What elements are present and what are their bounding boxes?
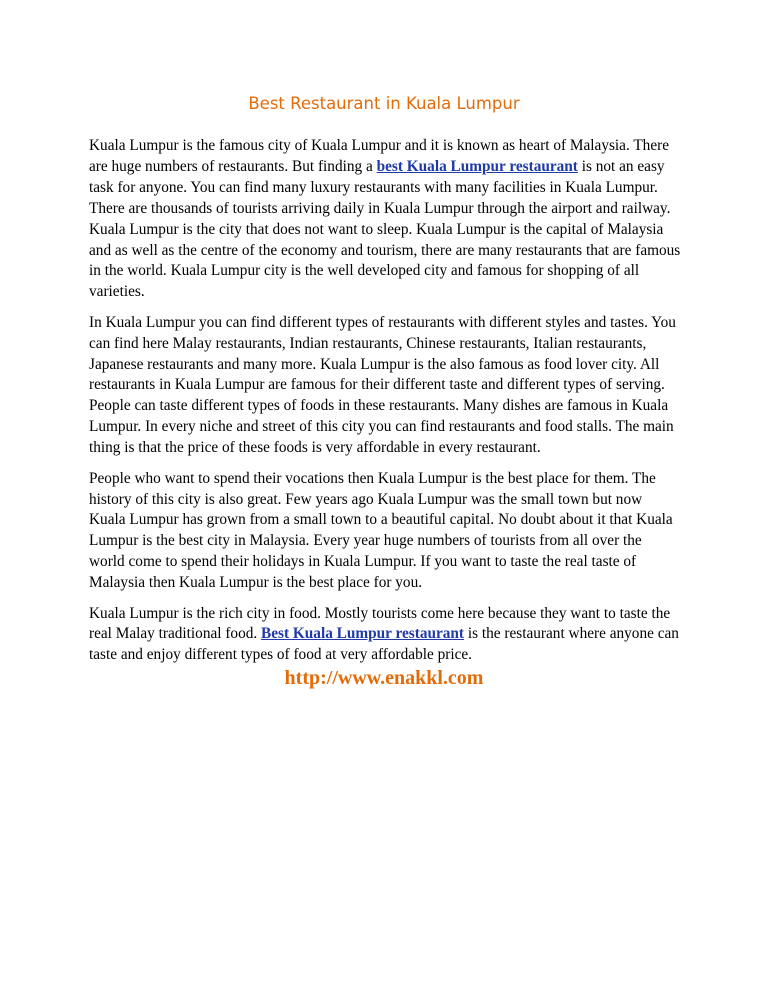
paragraph-3: People who want to spend their vocations then Kuala Lumpur is the best place for them. The history of this city is also great. Few years ago Kuala Lumpur was the small town but now Kuala Lumpur has grown from a small town to a beautiful capital. No doubt about it that Kuala Lumpur is the best city in Malaysia. Every year huge numbers of tourists from all over the world come to spend their holidays in Kuala Lumpur. If you want to taste the real taste of Malaysia then Kuala Lumpur is the best place for you. — [89, 469, 673, 592]
paragraph-4 — [89, 604, 681, 667]
footer-url: http://www.enakkl.com — [284, 667, 484, 689]
paragraph-4-text-after: is the restaurant where anyone can taste and enjoy different types of food at very affordable price. — [89, 625, 679, 664]
paragraph-4-text-before: Kuala Lumpur is the rich city in food. Mostly tourists come here because they want to taste the real Malay traditional food. — [89, 604, 671, 643]
best-restaurant-link-1[interactable]: best Kuala Lumpur restaurant — [376, 157, 578, 175]
paragraph-1-text-before: Kuala Lumpur is the famous city of Kuala Lumpur and it is known as heart of Malaysia. There are huge numbers of restaurants. But finding a — [89, 137, 669, 175]
paragraph-1 — [89, 136, 681, 303]
document-body — [89, 136, 681, 676]
paragraph-2: In Kuala Lumpur you can find different types of restaurants with different styles and tastes. You can find here Malay restaurants, Indian restaurants, Chinese restaurants, Italian restaurants, Japanese restaurants and many more. Kuala Lumpur is the also famous as food lover city. All restaurants in Kuala Lumpur are famous for their different taste and different types of serving. People can taste different types of foods in these restaurants. Many dishes are famous in Kuala Lumpur. In every niche and street of this city you can find restaurants and food stalls. The main thing is that the price of these foods is very affordable in every restaurant. — [89, 313, 676, 457]
best-restaurant-link-2[interactable]: Best Kuala Lumpur restaurant — [261, 625, 465, 643]
paragraph-1-text-after: is not an easy task for anyone. You can find many luxury restaurants with many facilities in Kuala Lumpur. There are thousands of tourists arriving daily in Kuala Lumpur through the airport and railway. Kuala Lumpur is the city that does not want to sleep. Kuala Lumpur is the capital of Malaysia and as well as the centre of the economy and tourism, there are many restaurants that are famous in the world. Kuala Lumpur city is the well developed city and famous for shopping of all varieties. — [89, 157, 681, 301]
document-title: Best Restaurant in Kuala Lumpur — [248, 94, 520, 113]
